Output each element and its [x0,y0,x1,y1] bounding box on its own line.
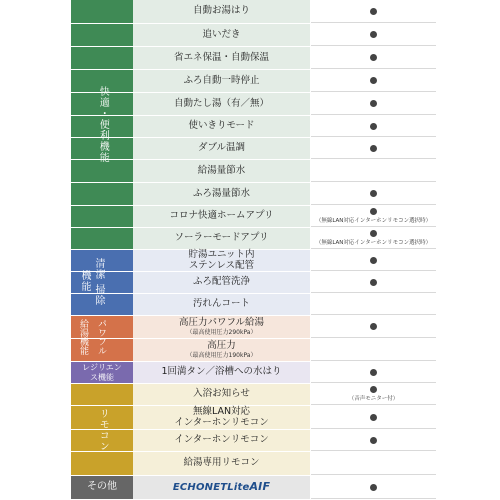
feature-value-cell [311,476,436,499]
feature-value-cell [311,93,436,115]
table-row [71,294,436,316]
table-row [71,24,436,47]
feature-name: ふろ自動一時停止 [183,74,260,86]
feature-table [71,0,436,500]
availability-dot-icon [370,31,377,38]
table-row [71,362,436,384]
category-clean-line3: 掃除 [93,284,104,306]
feature-value-cell [311,384,436,405]
feature-name: ふろ湯量節水 [192,187,250,199]
category-comfort: 快適・便利機能 [71,0,133,250]
feature-name-sub: （最高使用圧力190kPa） [186,351,257,359]
feature-value-cell [311,294,436,315]
feature-name: ソーラーモードアプリ [174,232,269,244]
feature-name: 省エネ保温・自動保温 [173,51,269,63]
feature-value-cell [311,316,436,338]
feature-name-cell [133,206,311,227]
category-clean-line2: 機能 [79,270,90,292]
table-row [71,452,436,476]
feature-name: 追いだき [202,28,241,40]
availability-dot-icon [370,77,377,84]
feature-name: ふろ配管洗浄 [192,276,250,288]
table-row [71,138,436,160]
feature-name-cell [133,138,311,159]
echonet-logo-text: ECHONETLite [172,482,250,494]
category-remote: リモコン [71,384,133,476]
feature-value-cell [311,228,436,249]
feature-value-cell [311,406,436,429]
availability-dot-icon [370,208,377,215]
availability-dot-icon [370,100,377,107]
feature-name: ダブル温調 [197,142,246,154]
feature-name: 1回満タン／浴槽への水はり [161,366,282,378]
feature-name: インターホンリモコン [174,434,269,446]
availability-dot-icon [370,8,377,15]
feature-note: （無線LAN対応インターホンリモコン選択時） [315,240,432,246]
feature-value-cell [311,250,436,271]
availability-dot-icon [370,484,377,491]
table-row [71,250,436,272]
table-row [71,476,436,500]
feature-name-cell [133,294,311,315]
table-row [71,47,436,70]
feature-name-cell [133,0,311,23]
feature-name-cell [133,384,311,405]
feature-name-cell [133,116,311,137]
availability-dot-icon [370,257,377,264]
feature-name: 貯湯ユニット内 [188,248,255,260]
table-row [71,70,436,93]
availability-dot-icon [370,190,377,197]
feature-name-cell [133,362,311,383]
feature-value-cell [311,0,436,23]
feature-value-cell [311,70,436,92]
feature-value-cell [311,183,436,205]
category-other: その他 [71,476,133,500]
availability-dot-icon [370,437,377,444]
feature-name: 給湯専用リモコン [183,457,260,469]
table-row [71,406,436,430]
feature-value-cell [311,339,436,361]
table-row [71,0,436,24]
feature-name-cell [133,316,311,338]
availability-dot-icon [370,414,377,421]
feature-name-line2: インターホンリモコン [174,416,269,428]
feature-name-cell [133,250,311,271]
feature-name-cell [133,339,311,361]
feature-name-cell [133,430,311,451]
feature-name: 高圧力 [207,339,236,351]
feature-value-cell [311,138,436,159]
table-row [71,316,436,339]
table-row [71,384,436,406]
table-row [71,206,436,228]
feature-value-cell [311,452,436,475]
feature-name-cell [133,47,311,69]
feature-name-cell [133,406,311,429]
category-clean-line1: 清潔 [93,258,104,280]
echonet-lite-logo [173,481,270,494]
feature-name-sub: （最高使用圧力290kPa） [186,328,257,336]
feature-name-cell [133,272,311,293]
availability-dot-icon [370,279,377,286]
feature-name: 給湯量節水 [197,164,246,176]
feature-note: （無線LAN対応インターホンリモコン選択時） [315,218,432,224]
feature-value-cell [311,116,436,137]
table-row [71,160,436,183]
availability-dot-icon [370,386,377,393]
table-row [71,116,436,138]
availability-dot-icon [370,145,377,152]
feature-name-cell [133,24,311,46]
category-powerful-line2: 給湯機能 [78,319,88,355]
feature-name-cell [133,93,311,115]
feature-value-cell [311,430,436,451]
feature-note: （音声モニター付） [348,396,399,402]
feature-name: 無線LAN対応 [192,405,251,417]
table-row [71,430,436,452]
echonet-logo-suffix: AIF [249,480,271,494]
table-row [71,272,436,294]
feature-value-cell [311,160,436,182]
feature-name-line2: ステンレス配管 [188,259,255,271]
feature-value-cell [311,24,436,46]
table-row [71,93,436,116]
feature-value-cell [311,206,436,227]
feature-value-cell [311,272,436,293]
table-row [71,183,436,206]
availability-dot-icon [370,323,377,330]
availability-dot-icon [370,230,377,237]
feature-name-cell [133,160,311,182]
availability-dot-icon [370,123,377,130]
feature-name: 入浴お知らせ [193,388,250,400]
feature-name-cell [133,228,311,249]
feature-name-cell [133,70,311,92]
category-resilience-label: レジリエンス機能 [82,363,122,382]
table-row [71,339,436,362]
feature-name-cell [133,183,311,205]
feature-value-cell [311,47,436,69]
availability-dot-icon [370,369,377,376]
category-powerful-line1: パワフル [96,319,106,355]
feature-name-cell [133,476,311,499]
feature-name: コロナ快適ホームアプリ [169,210,274,222]
feature-value-cell [311,362,436,383]
feature-name: 使いきりモード [188,120,255,132]
feature-name: 自動たし湯（有／無） [173,97,269,109]
feature-name: 自動お湯はり [192,5,250,17]
feature-name: 汚れんコート [192,298,250,310]
table-row [71,228,436,250]
feature-name: 高圧力パワフル給湯 [178,316,265,328]
availability-dot-icon [370,54,377,61]
feature-name-cell [133,452,311,475]
